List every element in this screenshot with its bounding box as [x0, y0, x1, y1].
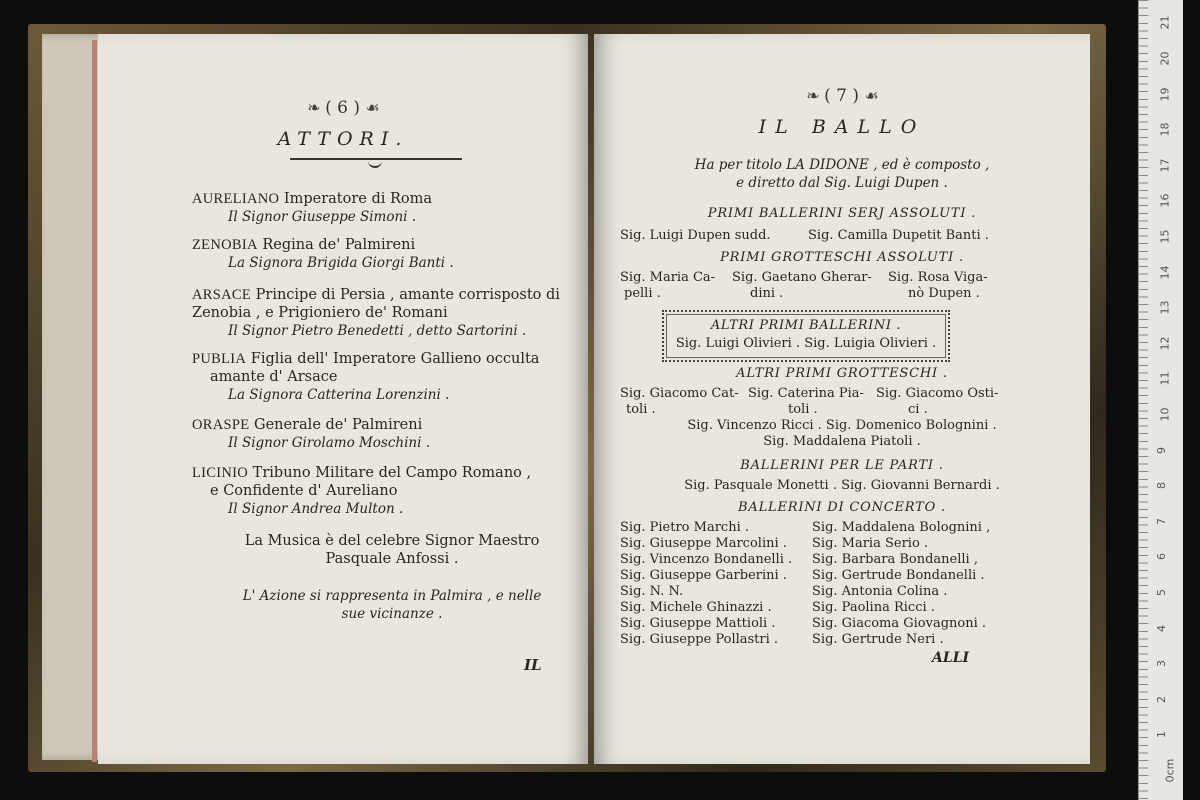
section-title: ALTRI PRIMI GROTTESCHI .	[736, 366, 948, 381]
ruler-label: 12	[1158, 336, 1172, 351]
list-item: Sig. Maddalena Bolognini ,	[812, 520, 991, 535]
catchword: IL	[524, 656, 542, 674]
concerto-right-list	[812, 520, 990, 648]
section-title: PRIMI BALLERINI SERJ ASSOLUTI .	[707, 206, 977, 221]
list-item: Sig. Giuseppe Garberini .	[620, 568, 787, 583]
list-item: Sig. Giuseppe Marcolini .	[620, 536, 787, 551]
ruler-label: 0cm	[1163, 758, 1177, 783]
role-entry: ZENOBIA Regina de' Palmireni La Signora Brigida Giorgi Banti .	[192, 237, 454, 271]
dancer-name: Sig. Luigi Dupen sudd.	[620, 228, 771, 243]
dancer-name: Sig. Luigi Olivieri . Sig. Luigia Olivieri .	[675, 336, 937, 351]
ruler-label: 13	[1158, 300, 1172, 315]
role-entry: ARSACE Principe di Persia , amante corrisposto di Zenobia , e Prigioniero de' Romani Il Signor Pietro Benedetti , detto Sartorini .	[192, 287, 560, 339]
ruler-label: 21	[1158, 15, 1172, 30]
ruler-label: 1	[1155, 731, 1168, 739]
ruler-label: 5	[1155, 589, 1168, 596]
section-title: BALLERINI PER LE PARTI .	[740, 458, 944, 473]
ruler-label: 15	[1158, 229, 1172, 244]
section-title: PRIMI GROTTESCHI ASSOLUTI .	[720, 250, 964, 265]
ruler-label: 16	[1158, 193, 1172, 208]
dancer-name: Sig. Rosa Viga- nò Dupen .	[888, 270, 988, 301]
fleuron-left-icon: ❧	[806, 86, 819, 105]
ruler-label: 2	[1155, 695, 1168, 703]
list-item: Sig. Maria Serio .	[812, 536, 929, 551]
ruler-label: 17	[1158, 158, 1172, 173]
section-title: BALLERINI DI CONCERTO .	[738, 500, 946, 515]
role-entry: LICINIO Tribuno Militare del Campo Romano , e Confidente d' Aureliano Il Signor Andrea Multon .	[192, 465, 532, 517]
dancer-name: Sig. Caterina Pia- toli .	[748, 386, 864, 417]
list-item: Sig. Barbara Bondanelli ,	[812, 552, 978, 567]
list-item: Sig. Vincenzo Bondanelli .	[620, 552, 793, 567]
list-item: Sig. N. N.	[620, 584, 684, 599]
setting-note: L' Azione si rappresenta in Palmira , e nelle sue vicinanze .	[242, 588, 542, 622]
ruler-label: 8	[1155, 482, 1168, 490]
left-folio: ❧ ( 6 ) ☙	[307, 98, 379, 118]
ruler-label: 19	[1158, 87, 1172, 102]
measuring-ruler	[1138, 0, 1183, 800]
dancer-name: Sig. Maddalena Piatoli .	[763, 434, 921, 449]
dancer-name: Sig. Maria Ca- pelli .	[620, 270, 716, 301]
ruler-label: 20	[1158, 51, 1172, 66]
ruler-label: 18	[1158, 122, 1172, 137]
ruler-label: 10	[1158, 407, 1172, 422]
ruler-label: 11	[1158, 371, 1172, 386]
fleuron-right-icon: ☙	[365, 98, 379, 117]
dancer-name: Sig. Pasquale Monetti . Sig. Giovanni Bernardi .	[684, 478, 1000, 493]
catchword: ALLI	[932, 650, 970, 666]
dancer-name: Sig. Giacomo Osti- ci .	[876, 386, 999, 417]
role-entry: ORASPE Generale de' Palmireni Il Signor Girolamo Moschini .	[192, 417, 431, 451]
list-item: Sig. Antonia Colina .	[812, 584, 948, 599]
ornamental-rule	[290, 158, 462, 160]
ruler-label: 3	[1155, 660, 1168, 668]
ruler-label: 7	[1155, 517, 1168, 525]
list-item: Sig. Gertrude Neri .	[812, 632, 944, 647]
concerto-left-list	[620, 520, 792, 648]
ruler-label: 6	[1155, 553, 1168, 561]
music-credit: La Musica è del celebre Signor Maestro Pasquale Anfossi .	[244, 533, 540, 567]
dancer-name: Sig. Giacomo Cat- toli .	[620, 386, 739, 417]
dancer-name: Sig. Camilla Dupetit Banti .	[808, 228, 989, 243]
list-item: Sig. Giuseppe Mattioli .	[620, 616, 776, 631]
dancer-name: Sig. Vincenzo Ricci . Sig. Domenico Bolognini .	[687, 418, 997, 433]
ruler-label: 9	[1155, 446, 1168, 454]
list-item: Sig. Giacoma Giovagnoni .	[812, 616, 987, 631]
right-folio: ❧ ( 7 ) ☙	[806, 86, 878, 106]
fleuron-right-icon: ☙	[864, 86, 878, 105]
left-page	[98, 34, 588, 764]
page-heading: ATTORI.	[277, 128, 409, 150]
list-item: Sig. Giuseppe Pollastri .	[620, 632, 779, 647]
dancer-name: Sig. Gaetano Gherar- dini .	[732, 270, 872, 301]
section-title: ALTRI PRIMI BALLERINI .	[710, 318, 902, 333]
role-entry: PUBLIA Figlia dell' Imperatore Gallieno occulta amante d' Arsace La Signora Catterina Lorenzini .	[192, 351, 540, 403]
list-item: Sig. Michele Ghinazzi .	[620, 600, 772, 615]
ballet-subtitle: Ha per titolo LA DIDONE , ed è composto , e diretto dal Sig. Luigi Dupen .	[694, 157, 990, 191]
ruler-label: 4	[1155, 624, 1168, 632]
list-item: Sig. Gertrude Bondanelli .	[812, 568, 985, 583]
page-edge	[92, 40, 97, 762]
role-entry: AURELIANO Imperatore di Roma Il Signor Giuseppe Simoni .	[192, 191, 433, 225]
right-page	[594, 34, 1090, 764]
list-item: Sig. Pietro Marchi .	[620, 520, 749, 535]
page-heading: IL BALLO	[758, 116, 926, 138]
ruler-label: 14	[1158, 265, 1172, 280]
fleuron-left-icon: ❧	[307, 98, 320, 117]
list-item: Sig. Paolina Ricci .	[812, 600, 935, 615]
